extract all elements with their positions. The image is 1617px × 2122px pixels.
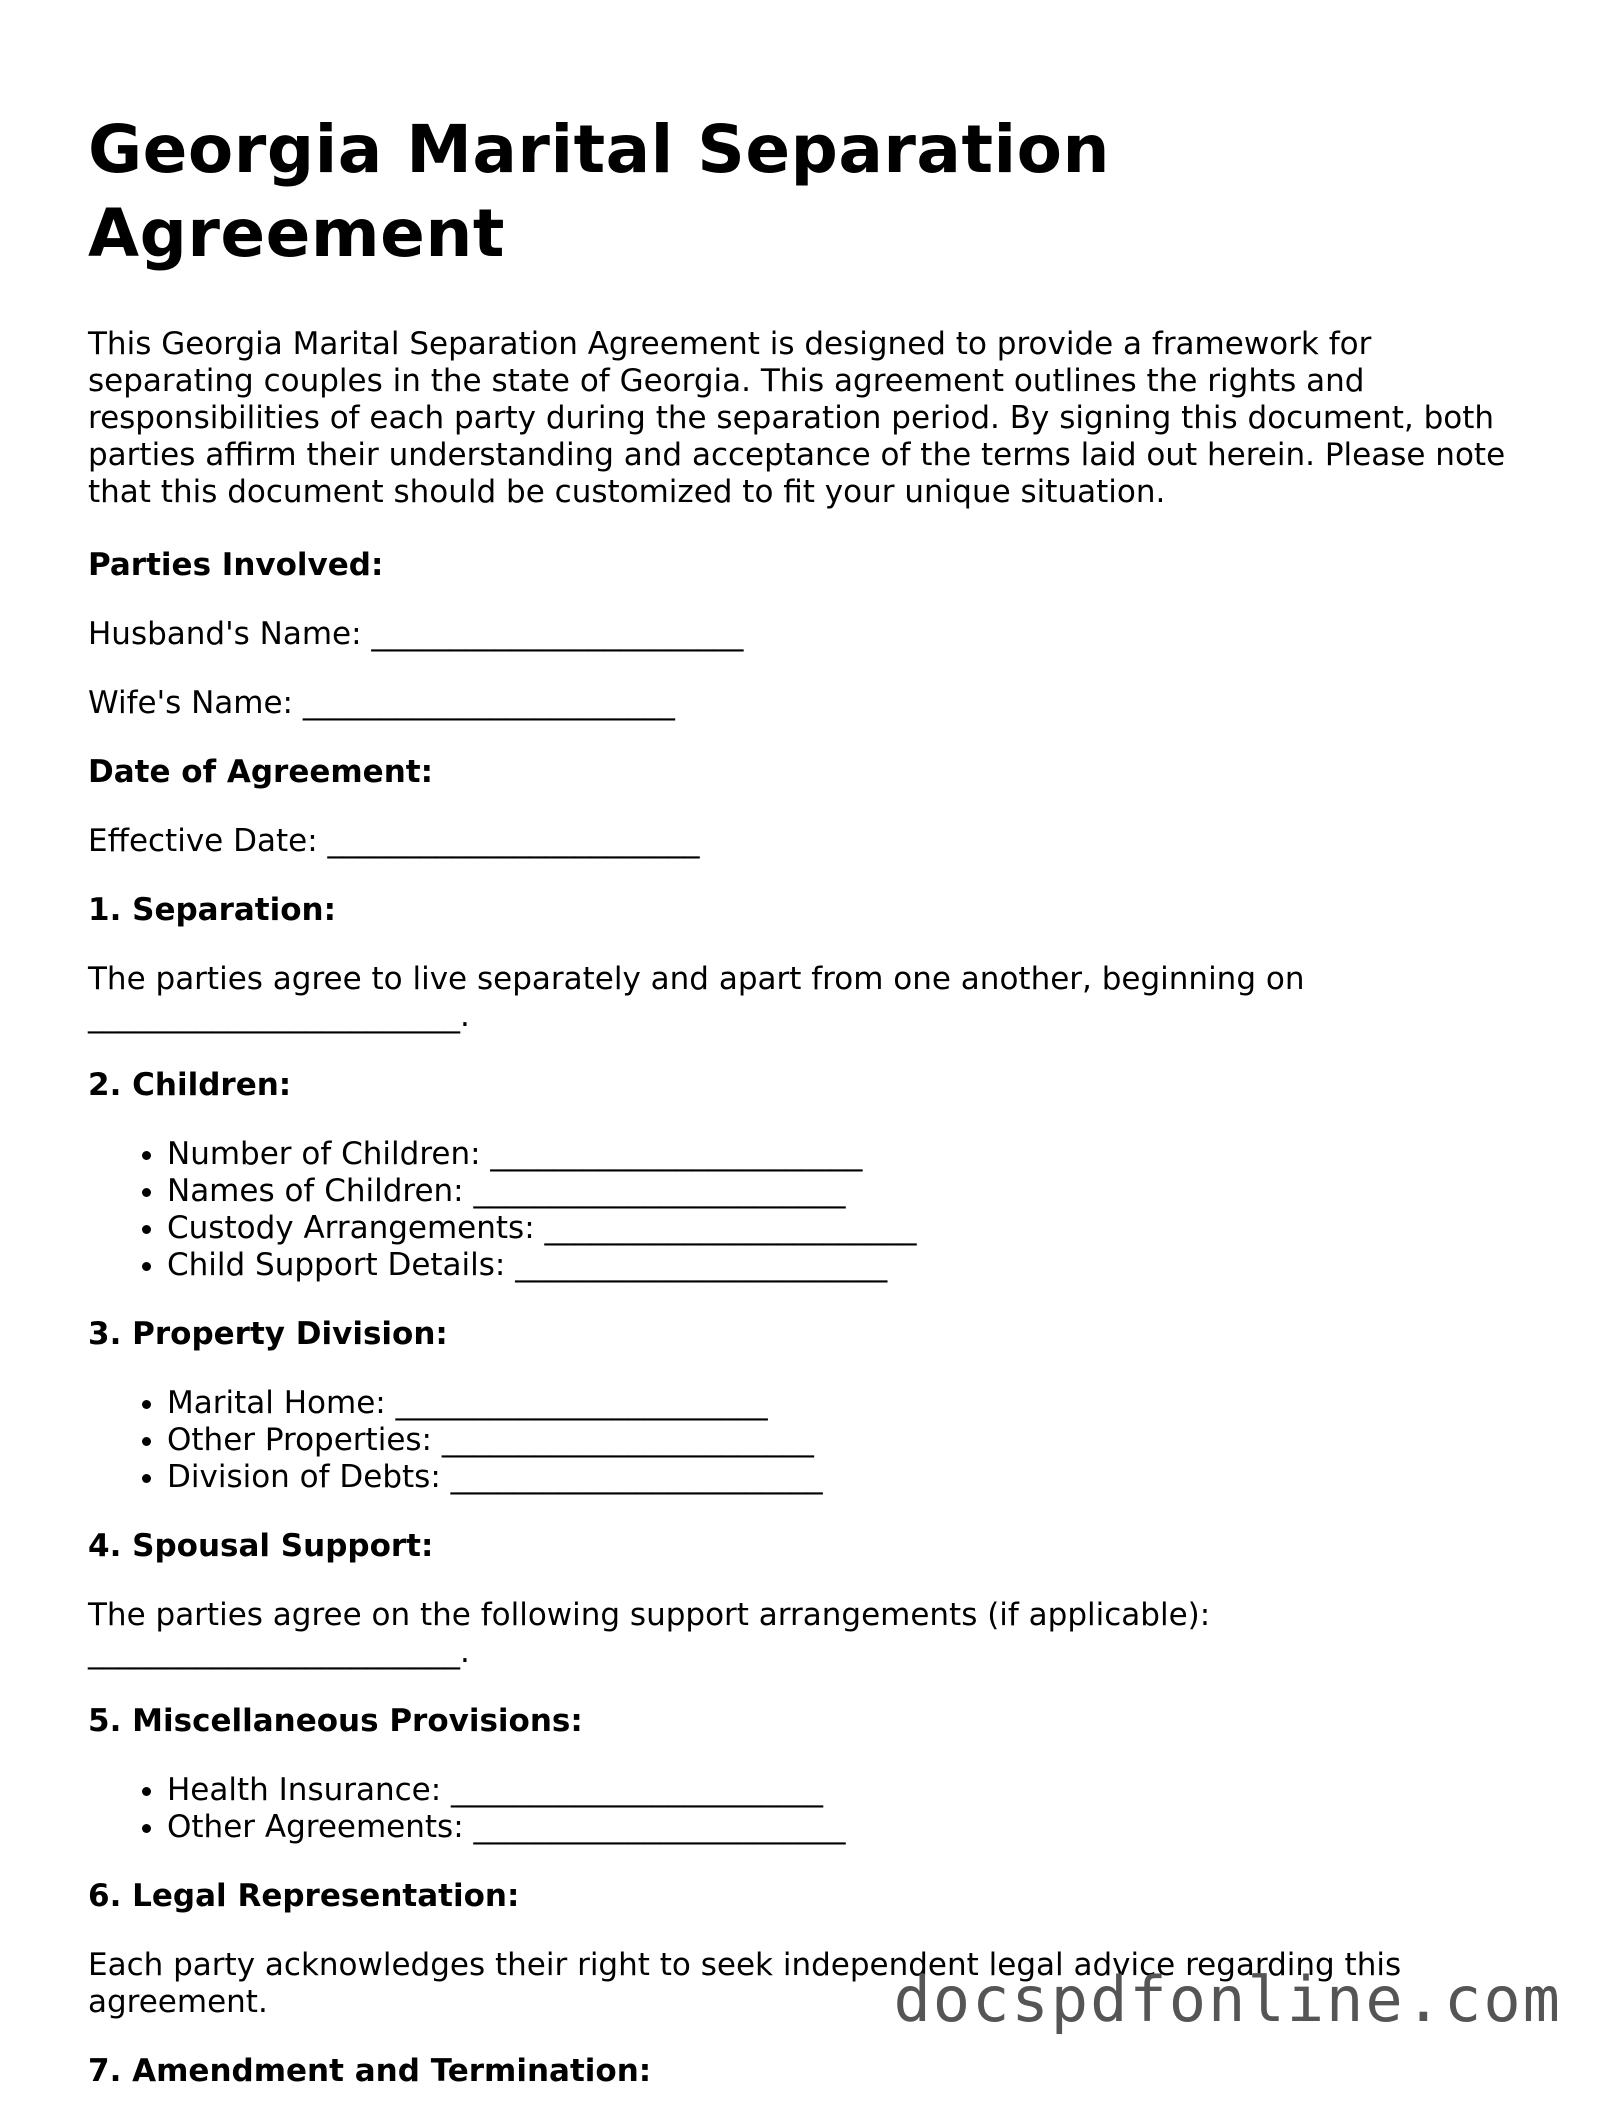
children-list <box>88 1136 1533 1284</box>
list-item: • Health Insurance: ________________________ <box>167 1772 1533 1809</box>
property-heading: 3. Property Division: <box>88 1316 448 1352</box>
legal-heading: 6. Legal Representation: <box>88 1878 520 1914</box>
spousal-support-heading: 4. Spousal Support: <box>88 1528 434 1564</box>
children-heading: 2. Children: <box>88 1067 292 1103</box>
separation-text: The parties agree to live separately and apart from one another, beginning on ________________________. <box>88 961 1305 1034</box>
parties-heading: Parties Involved: <box>88 547 384 583</box>
list-item: • Other Agreements: ________________________ <box>167 1809 1533 1846</box>
spousal-support-text: The parties agree on the following support arrangements (if applicable): ________________________. <box>88 1597 1211 1670</box>
watermark: docspdfonline.com <box>893 1963 1562 2036</box>
legal-text: Each party acknowledges their right to seek independent legal advice regarding this agreement. <box>88 1947 1402 2020</box>
husband-name-field: Husband's Name: ________________________ <box>88 616 744 652</box>
misc-list <box>88 1772 1533 1846</box>
intro-paragraph: This Georgia Marital Separation Agreement is designed to provide a framework for separating couples in the state of Georgia. This agreement outlines the rights and responsibilities of each party during the separation period. By signing this document, both parties affirm their understanding and acceptance of the terms laid out herein. Please note that this document should be customized to fit your unique situation. <box>88 326 1506 510</box>
list-item: • Custody Arrangements: ________________________ <box>167 1210 1533 1247</box>
list-item: • Names of Children: ________________________ <box>167 1173 1533 1210</box>
separation-heading: 1. Separation: <box>88 892 337 928</box>
document-page <box>88 108 1533 2122</box>
list-item: • Number of Children: ________________________ <box>167 1136 1533 1173</box>
list-item: • Marital Home: ________________________ <box>167 1385 1533 1422</box>
date-heading: Date of Agreement: <box>88 754 433 790</box>
property-list <box>88 1385 1533 1496</box>
wife-name-field: Wife's Name: ________________________ <box>88 685 675 721</box>
document-title: Georgia Marital Separation Agreement <box>88 111 1110 272</box>
list-item: • Child Support Details: ________________________ <box>167 1247 1533 1284</box>
list-item: • Division of Debts: ________________________ <box>167 1459 1533 1496</box>
misc-heading: 5. Miscellaneous Provisions: <box>88 1703 583 1739</box>
list-item: • Other Properties: ________________________ <box>167 1422 1533 1459</box>
effective-date-field: Effective Date: ________________________ <box>88 823 700 859</box>
amendment-heading: 7. Amendment and Termination: <box>88 2053 652 2089</box>
